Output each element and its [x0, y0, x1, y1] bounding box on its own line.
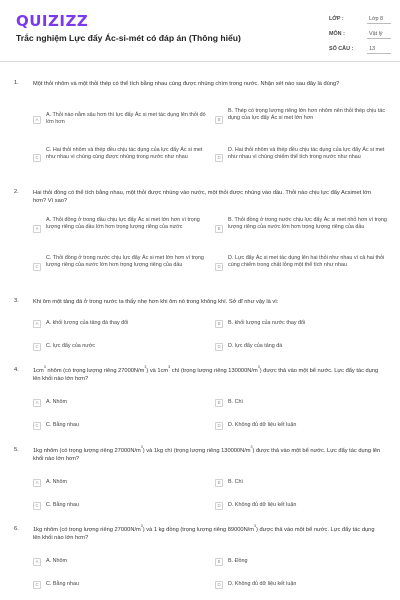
superscript: 3 [140, 524, 143, 528]
option-text: B. Đồng [228, 558, 248, 564]
option-box[interactable]: D [215, 263, 223, 271]
option-box[interactable]: A [33, 558, 41, 566]
option-box[interactable]: C [33, 343, 41, 351]
option-box[interactable]: D [215, 502, 223, 510]
meta-label: LỚP : [329, 16, 344, 22]
question-number: 5. [14, 447, 19, 453]
option-text: A. Thỏi đồng ở trong dầu chịu lực đẩy Ác si met lớn hơn vì trọng lượng riêng của dầu lớn hơn trọng lượng riêng của nước [46, 217, 200, 231]
question-number: 2. [14, 189, 19, 195]
superscript: 3 [144, 365, 147, 369]
option-box[interactable]: A [33, 320, 41, 328]
question-text [33, 367, 383, 383]
option-text: C. Bằng nhau [46, 581, 79, 587]
superscript: 3 [257, 365, 260, 369]
question-text: Khi ôm một tảng đá ở trong nước ta thấy nhẹ hơn khi ôm nó trong không khí. Sở dĩ như vậy là vì: [33, 299, 279, 305]
option-text: A. Nhôm [46, 399, 67, 405]
option-box[interactable]: B [215, 558, 223, 566]
question-number: 1. [14, 80, 19, 86]
option-text: C. Hai thỏi nhôm và thép đều chịu tác dụng của lực đẩy Ác si met như nhau vì chúng cùng được nhúng trong nước như nhau [46, 147, 203, 161]
question-text: Hai thỏi đồng có thể tích bằng nhau, một thỏi được nhúng vào nước, một thỏi được nhúng vào dầu. Thỏi nào chịu lực đẩy Acsimet lớn hơn? Vì sao? [33, 190, 371, 204]
question-number: 4. [14, 367, 19, 373]
option-box[interactable]: D [215, 422, 223, 430]
question-text-part: 1kg nhôm (có trọng lượng riêng 27000N/m [33, 448, 141, 454]
option-text: C. lực đẩy của nước [46, 343, 96, 349]
superscript: 3 [140, 445, 143, 449]
option-text: A. Nhôm [46, 558, 67, 564]
option-text: B. Chì [228, 479, 243, 485]
page-title: Trắc nghiệm Lực đẩy Ác-si-mét có đáp án (Thông hiểu) [16, 33, 241, 43]
option-box[interactable]: C [33, 422, 41, 430]
option-box[interactable]: D [215, 343, 223, 351]
option-box[interactable]: B [215, 225, 223, 233]
superscript: 3 [168, 365, 171, 369]
superscript: 3 [250, 445, 253, 449]
option-text: B. Thép có trọng lượng riêng lớn hơn nhôm nên thỏi thép chịu tác dụng của lực đẩy Ác si met lớn hơn [228, 108, 386, 122]
question-text [33, 526, 383, 542]
question-text [33, 447, 383, 463]
option-box[interactable]: C [33, 502, 41, 510]
option-text: D. Không đủ dữ liệu kết luận [228, 581, 297, 587]
option-text: D. Không đủ dữ liệu kết luận [228, 422, 297, 428]
question-text-part: ) được thả vào một bể nước. Lực đẩy tác dụng lên khối nào lớn hơn? [33, 368, 379, 382]
option-box[interactable]: A [33, 225, 41, 233]
question-text-part: 1kg nhôm (có trọng lượng riêng 27000N/m [33, 527, 141, 533]
option-text: C. Bằng nhau [46, 422, 79, 428]
meta-value: Vật lý [367, 31, 391, 39]
option-box[interactable]: B [215, 116, 223, 124]
worksheet-header [0, 0, 400, 62]
option-box[interactable]: C [33, 154, 41, 162]
option-text: B. khối lượng của nước thay đổi [228, 320, 306, 326]
option-text: D. Không đủ dữ liệu kết luận [228, 502, 297, 508]
superscript: 3 [43, 365, 46, 369]
option-box[interactable]: B [215, 399, 223, 407]
option-text: D. lực đẩy của tảng đá [228, 343, 283, 349]
option-text: D. Hai thỏi nhôm và thép đều chịu tác dụng của lực đẩy Ác si met như nhau vì chúng chiếm thể tích trong nước như nhau [228, 147, 385, 161]
option-text: B. Chì [228, 399, 243, 405]
meta-label: MÔN : [329, 31, 345, 37]
option-box[interactable]: C [33, 263, 41, 271]
meta-label: SỐ CÂU : [329, 46, 354, 52]
question-text-part: ) và 1kg chì (trọng lượng riêng 130000N/m [142, 448, 251, 454]
option-text: B. Thỏi đồng ở trong nước chịu lực đẩy Ác si met nhỏ hơn vì trọng lượng riêng của nước lớn hơn trọng lượng riêng của dầu [228, 217, 387, 231]
option-text: A. Thỏi nào nằm sâu hơn thì lực đẩy Ác si met tác dụng lên thỏi đó lớn hơn [46, 112, 206, 126]
quizizz-logo: QUIZIZZ [16, 12, 89, 30]
option-text: A. Nhôm [46, 479, 67, 485]
option-text: D. Lực đẩy Ác si met tác dụng lên hai thỏi như nhau vì cả hai thỏi cùng chiếm trong chất lỏng một thể tích như nhau [228, 255, 385, 269]
option-box[interactable]: D [215, 581, 223, 589]
question-number: 3. [14, 298, 19, 304]
option-box[interactable]: B [215, 479, 223, 487]
question-text-part: chì (trọng lượng riêng 130000N/m [170, 368, 258, 374]
option-box[interactable]: C [33, 581, 41, 589]
meta-value: Lớp 8 [367, 16, 391, 24]
question-text-part: ) được thả vào một bể nước. Lực đẩy tác dụng lên khối nào lớn hơn? [33, 527, 375, 541]
option-text: C. Thỏi đồng ở trong nước chịu lực đẩy Ác si met lớn hơn vì trọng lượng riêng của nước lớn hơn trọng lượng riêng của dầu [46, 255, 204, 269]
question-text-part: ) và 1cm [146, 368, 169, 374]
option-box[interactable]: D [215, 154, 223, 162]
superscript: 3 [254, 524, 257, 528]
question-text-part: nhôm (có trọng lượng riêng 27000N/m [45, 368, 145, 374]
question-text-part: ) và 1 kg đồng (trọng lượng riêng 89000N/m [142, 527, 255, 533]
question-text-part: ) được thả vào một bể nước. Lực đẩy tác dụng lên khối nào lớn hơn? [33, 448, 381, 462]
question-number: 6. [14, 526, 19, 532]
option-box[interactable]: A [33, 399, 41, 407]
option-text: C. Bằng nhau [46, 502, 79, 508]
question-text-part: 1cm [33, 368, 44, 374]
option-text: A. khối lượng của tảng đá thay đổi [46, 320, 129, 326]
option-box[interactable]: A [33, 479, 41, 487]
question-text: Một thỏi nhôm và một thỏi thép có thể tích bằng nhau cùng được nhúng chìm trong nước. Nhận xét nào sau đây là đúng? [33, 81, 340, 87]
option-box[interactable]: B [215, 320, 223, 328]
option-box[interactable]: A [33, 116, 41, 124]
meta-value: 13 [367, 46, 391, 54]
